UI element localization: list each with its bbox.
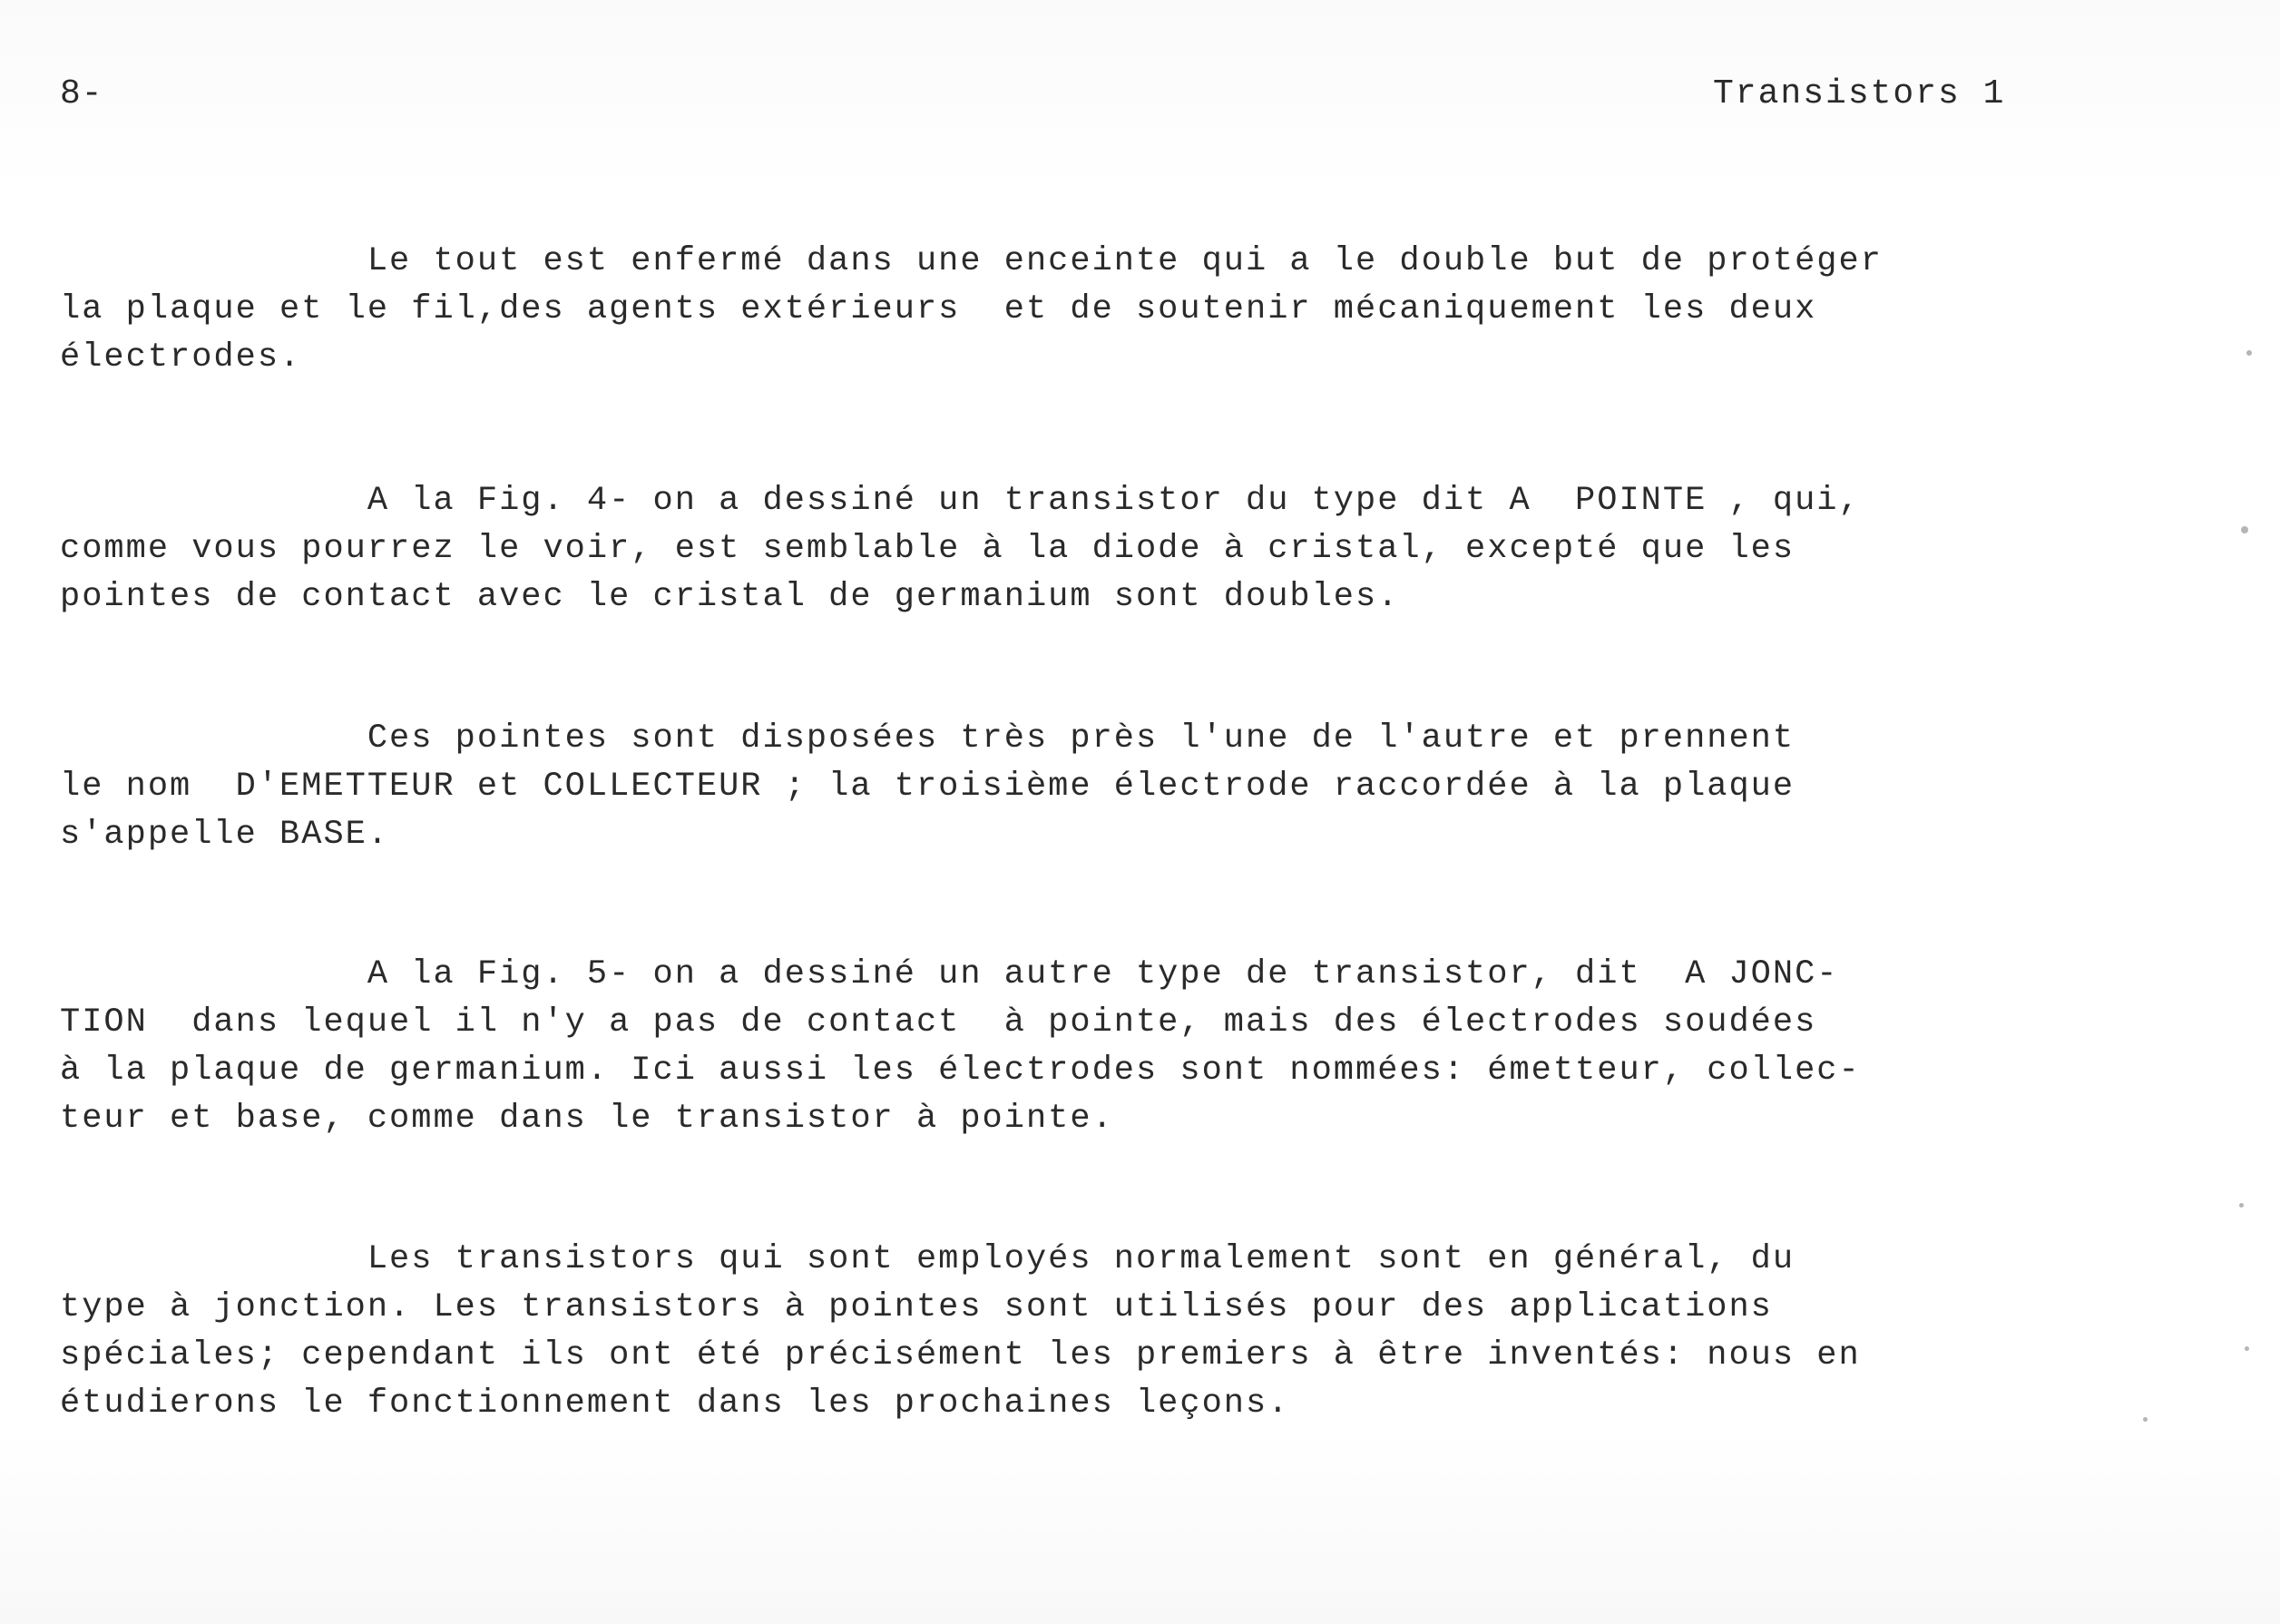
scan-speck (2143, 1417, 2148, 1422)
paragraph-line: teur et base, comme dans le transistor à pointe. (60, 1100, 1114, 1138)
scan-speck (2239, 1203, 2244, 1208)
paragraph-3 (60, 715, 2110, 859)
paragraph-line: électrodes. (60, 338, 302, 377)
page-header-title: Transistors 1 (1713, 74, 2006, 113)
paragraph-line: comme vous pourrez le voir, est semblable à la diode à cristal, excepté que les (60, 530, 1796, 568)
paragraph-line: type à jonction. Les transistors à pointes sont utilisés pour des applications (60, 1288, 1773, 1326)
paragraph-2 (60, 477, 2110, 621)
paragraph-line: pointes de contact avec le cristal de germanium sont doubles. (60, 578, 1400, 616)
paragraph-line: Le tout est enfermé dans une enceinte qui a le double but de protéger (60, 242, 1883, 280)
paragraph-line: Les transistors qui sont employés normalement sont en général, du (60, 1240, 1796, 1278)
scan-speck (2241, 526, 2248, 533)
paragraph-line: s'appelle BASE. (60, 816, 390, 854)
paragraph-line: à la plaque de germanium. Ici aussi les électrodes sont nommées: émetteur, collec- (60, 1052, 1861, 1090)
paragraph-line: TION dans lequel il n'y a pas de contact à pointe, mais des électrodes soudées (60, 1003, 1817, 1042)
paragraph-line: A la Fig. 4- on a dessiné un transistor du type dit A POINTE , qui, (60, 482, 1861, 520)
paragraph-line: étudierons le fonctionnement dans les prochaines leçons. (60, 1384, 1290, 1423)
paragraph-line: A la Fig. 5- on a dessiné un autre type de transistor, dit A JONC- (60, 955, 1839, 993)
paragraph-5 (60, 1236, 2110, 1428)
paragraph-line: le nom D'EMETTEUR et COLLECTEUR ; la troisième électrode raccordée à la plaque (60, 768, 1796, 806)
paragraph-line: spéciales; cependant ils ont été précisément les premiers à être inventés: nous en (60, 1336, 1861, 1375)
scan-speck (2245, 1346, 2249, 1351)
paragraph-4 (60, 951, 2110, 1143)
paragraph-1 (60, 238, 2110, 382)
scan-speck (2246, 350, 2252, 356)
paragraph-line: la plaque et le fil,des agents extérieurs et de soutenir mécaniquement les deux (60, 290, 1817, 328)
paragraph-line: Ces pointes sont disposées très près l'une de l'autre et prennent (60, 719, 1796, 758)
page-number: 8- (60, 74, 103, 113)
